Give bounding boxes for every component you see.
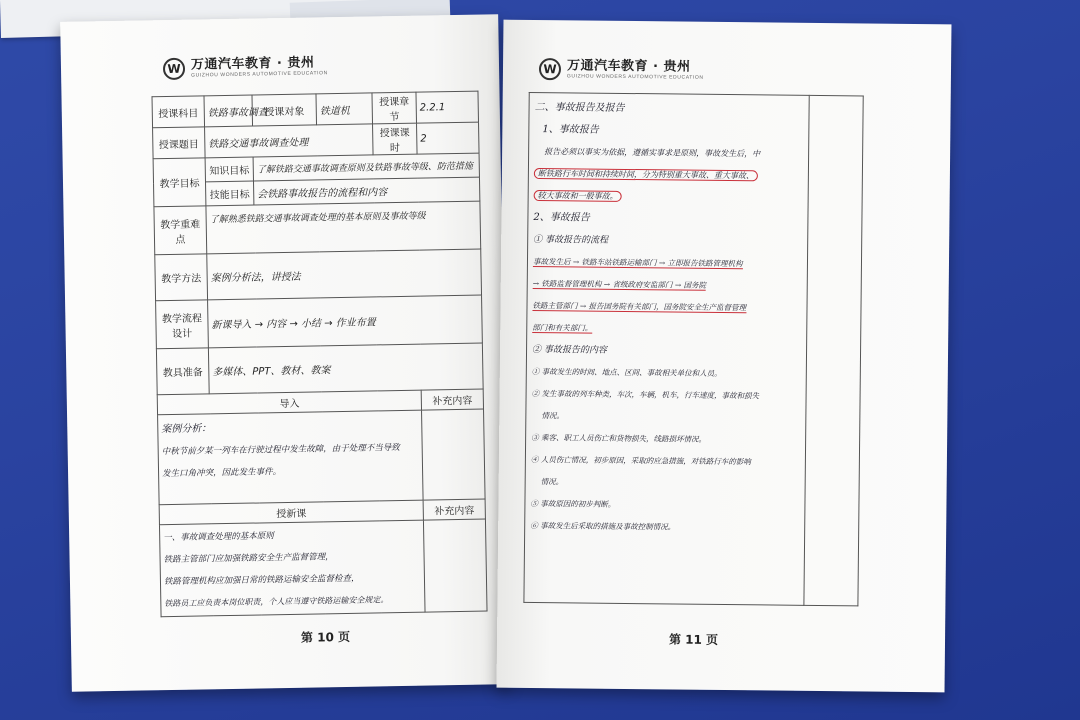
lesson-plan-table	[151, 91, 487, 618]
right-extra-cell	[804, 95, 863, 606]
prep-value: 多媒体、PPT、教材、教案	[208, 343, 483, 394]
audience-value: 铁道机	[316, 93, 373, 125]
brand-subtitle: GUIZHOU WONDERS AUTOMOTIVE EDUCATION	[191, 70, 328, 79]
content-line: ④ 人员伤亡情况，初步原因，采取的应急措施，对铁路行车的影响	[530, 454, 751, 467]
new-lesson-line: 一、事故调查处理的基本原则	[163, 531, 274, 544]
topic-value: 铁路交通事故调查处理	[205, 124, 374, 158]
knowledge-goal-label: 知识目标	[205, 157, 253, 182]
content-line	[534, 163, 805, 188]
content-line: 报告必须以事实为依据，遵循实事求是原则，事故发生后，中	[544, 147, 761, 159]
brand-header	[163, 55, 328, 80]
content-line: 2、事故报告	[533, 211, 590, 224]
right-content-cell	[524, 92, 809, 605]
new-lesson-line: 铁路员工应负责本岗位职责，个人应当遵守铁路运输安全规定。	[164, 595, 389, 609]
subject-value: 铁路事故调查	[204, 95, 253, 127]
circled-line: 较大事故和一般事故。	[534, 190, 622, 202]
audience-label: 授课对象	[252, 94, 317, 126]
right-page	[497, 20, 952, 693]
flow-value: 新课导入 → 内容 → 小结 → 作业布置	[208, 295, 483, 348]
new-lesson-content	[159, 520, 425, 617]
intro-line: 中秋节前夕某一列车在行驶过程中发生故障，由于处理不当导致	[161, 443, 400, 458]
content-line: ② 发生事故的列车种类，车次，车辆，机车，行车速度，事故和损失	[531, 388, 760, 401]
content-line	[534, 185, 805, 210]
content-line: 情况。	[541, 411, 564, 421]
content-line: 二、事故报告及报告	[534, 102, 625, 114]
intro-content	[158, 410, 424, 505]
page-number-left: 第 10 页	[300, 629, 351, 645]
subject-label: 授课科目	[152, 96, 205, 128]
intro-extra-cell	[422, 409, 486, 500]
brand-subtitle: GUIZHOU WONDERS AUTOMOTIVE EDUCATION	[566, 73, 704, 81]
left-page	[60, 14, 510, 692]
new-lesson-line: 铁路主管部门应加强铁路安全生产监督管理，	[163, 552, 334, 566]
content-line: 情况。	[540, 477, 564, 487]
brand-name: 万通汽车教育 · 贵州	[566, 58, 691, 75]
lesson-content-table	[523, 92, 863, 606]
content-line: ⑤ 事故原因的初步判断。	[530, 498, 616, 509]
content-line: ① 事故报告的流程	[533, 234, 609, 246]
circled-line: 断铁路行车时间和持续时间，分为特别重大事故、重大事故、	[534, 168, 758, 181]
topic-label: 授课题目	[153, 127, 206, 159]
skill-goal-value: 会铁路事故报告的流程和内容	[253, 177, 479, 205]
key-points-label: 教学重难点	[154, 206, 207, 255]
intro-line: 案例分析：	[161, 423, 212, 436]
intro-heading: 导入	[157, 390, 421, 415]
brand-header	[539, 58, 704, 82]
underlined-line: 事故发生后 → 铁路车站铁路运输部门 → 立即报告铁路管理机构	[532, 256, 743, 269]
content-line: 1、事故报告	[542, 124, 599, 136]
content-line: ⑥ 事故发生后采取的措施及事故控制情况。	[530, 520, 676, 532]
hours-value: 2	[417, 122, 480, 154]
chapter-value: 2.2.1	[416, 91, 479, 123]
intro-extra-label: 补充内容	[421, 389, 483, 410]
new-lesson-line: 铁路管理机构应加强日常的铁路运输安全监督检查，	[163, 573, 360, 588]
brand-logo-icon: W	[539, 58, 561, 80]
intro-line: 发生口角冲突，因此发生事件。	[162, 467, 282, 480]
skill-goal-label: 技能目标	[206, 181, 254, 206]
method-value: 案例分析法，讲授法	[207, 249, 482, 300]
new-lesson-extra-cell	[423, 519, 487, 612]
content-line	[532, 317, 803, 342]
content-line: ① 事故发生的时间、地点、区间、事故相关单位和人员。	[531, 366, 722, 378]
underlined-line: 部门和有关部门。	[532, 322, 593, 333]
content-line	[533, 251, 804, 276]
method-label: 教学方法	[155, 254, 208, 301]
flow-label: 教学流程设计	[156, 300, 209, 349]
knowledge-goal-value: 了解铁路交通事故调查原则及铁路事故等级、防范措施	[253, 153, 479, 181]
chapter-label: 授课章节	[372, 92, 417, 124]
page-number-right: 第 11 页	[668, 632, 719, 647]
hours-label: 授课课时	[373, 123, 418, 155]
content-line: ③ 乘客、职工人员伤亡和货物损失，线路损坏情况。	[531, 432, 707, 444]
prep-label: 教具准备	[156, 348, 209, 395]
underlined-line: → 铁路监督管理机构 → 省级政府安监部门 → 国务院	[532, 278, 707, 290]
brand-name: 万通汽车教育 · 贵州	[190, 55, 315, 73]
goals-label: 教学目标	[153, 158, 206, 207]
underlined-line: 铁路主管部门 → 报告国务院有关部门，国务院安全生产监督管理	[532, 300, 747, 313]
content-line: ② 事故报告的内容	[532, 344, 607, 356]
key-points-value: 了解熟悉铁路交通事故调查处理的基本原则及事故等级	[206, 201, 481, 254]
content-line	[533, 273, 804, 298]
content-line	[532, 295, 803, 320]
new-lesson-heading: 授新课	[159, 500, 423, 525]
new-lesson-extra-label: 补充内容	[423, 499, 485, 520]
brand-logo-icon: W	[163, 58, 185, 80]
